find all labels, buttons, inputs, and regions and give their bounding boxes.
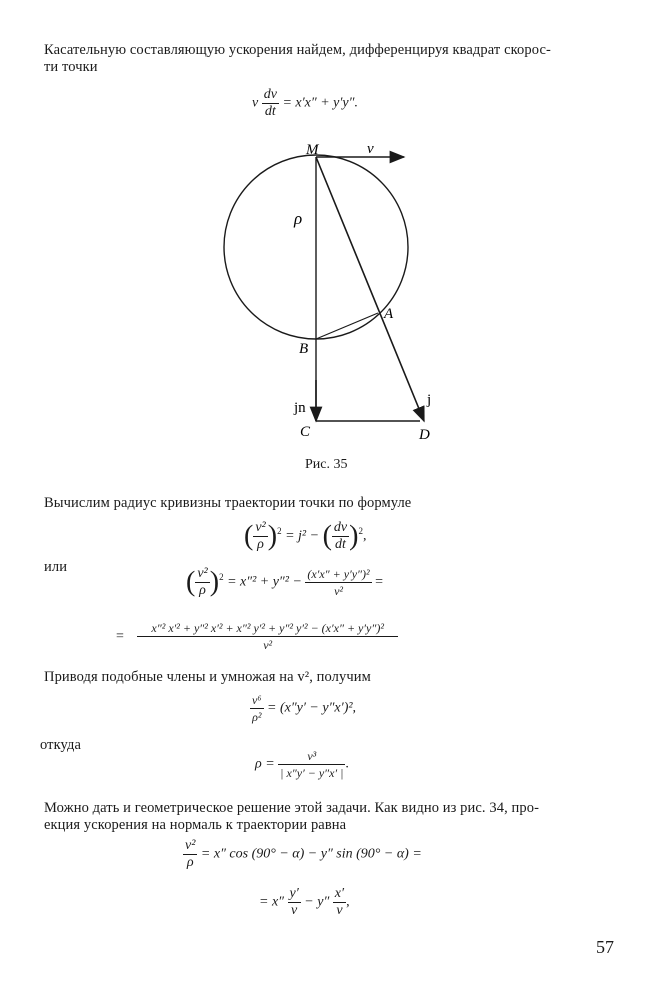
eq7-rhs: = x″ cos (90° − α) − y″ sin (90° − α) = (200, 846, 422, 862)
eq2-paren-close-2: ) (349, 520, 359, 552)
page-number: 57 (596, 937, 614, 957)
eq2-fraction (253, 520, 267, 553)
eq7-fraction (183, 838, 197, 871)
eq6-tail: . (345, 756, 349, 772)
eq4-fraction (137, 620, 398, 653)
eq3-paren-open: ( (186, 566, 196, 598)
equation-5 (250, 692, 356, 725)
equation-7 (183, 838, 422, 871)
eq2-num: v² (255, 520, 266, 535)
eq1-num: dv (263, 87, 277, 102)
label-v: v (367, 141, 374, 157)
eq3-fraction (195, 566, 209, 599)
paragraph-4-line-2: екция ускорения на нормаль к траектории равна (44, 817, 347, 833)
eq2-num2: dv (333, 520, 348, 535)
eq8-den1: v (291, 903, 298, 918)
eq8-num2: x′ (334, 886, 345, 901)
eq4-num: x″² x′² + y″² x′² + x″² y′² + y″² y′² − (x′x″ + y′y″)² (137, 620, 398, 637)
word-ili: или (44, 559, 68, 575)
equation-4 (116, 620, 398, 653)
eq8-num1: y′ (289, 886, 299, 901)
figure-35 (0, 0, 665, 480)
equation-6 (255, 748, 349, 781)
eq2-exp: 2 (277, 526, 282, 537)
label-D: D (419, 427, 430, 443)
eq2-den: ρ (257, 537, 264, 552)
eq2-exp-2: 2 (358, 526, 363, 537)
equation-3 (186, 566, 383, 599)
eq8-fraction-2 (333, 886, 346, 919)
label-j: j (427, 392, 432, 408)
eq3-den2: v² (334, 584, 343, 598)
eq7-num: v² (185, 838, 196, 853)
equation-8 (259, 886, 350, 919)
figure-caption: Рис. 35 (305, 457, 348, 472)
eq6-den: | x″y′ − y″x′ | (280, 766, 344, 780)
word-otkuda: откуда (40, 737, 81, 753)
paragraph-3: Приводя подобные члены и умножая на v², получим (44, 669, 371, 685)
eq3-num2: (x′x″ + y′y″)² (307, 567, 370, 581)
label-M: M (306, 142, 319, 158)
label-B: B (299, 341, 309, 357)
eq8-fraction-1 (288, 886, 301, 919)
eq6-lhs: ρ = (255, 756, 275, 772)
eq3-paren-close: ) (209, 566, 220, 598)
paragraph-2: Вычислим радиус кривизны траектории точки по формуле (44, 495, 412, 511)
eq2-den2: dt (335, 537, 346, 552)
label-C: C (300, 424, 311, 440)
chord-b-a (316, 313, 378, 339)
eq2-fraction-2 (332, 520, 349, 553)
eq3-rhs: = x″² + y″² − (227, 574, 302, 590)
label-jn: jn (294, 400, 306, 416)
eq1-rhs: = x′x″ + y′y″. (282, 95, 358, 111)
acceleration-vector-j (316, 157, 424, 421)
eq8-tail: , (346, 894, 350, 910)
paragraph-4-line-1: Можно дать и геометрическое решение этой задачи. Как видно из рис. 34, про- (44, 800, 540, 816)
eq3-exp: 2 (219, 572, 224, 583)
eq2-rhs: = j² − (285, 528, 320, 544)
label-rho: ρ (294, 209, 303, 228)
eq5-num: v⁶ (252, 693, 262, 707)
eq4-lead: = (116, 628, 124, 644)
equation-2 (244, 520, 366, 553)
eq3-tail: = (375, 574, 384, 590)
eq2-paren-close: ) (267, 520, 278, 552)
eq3-den: ρ (199, 583, 206, 598)
eq2-tail: , (362, 528, 367, 544)
eq5-rhs: = (x″y′ − y″x′)², (267, 700, 357, 716)
eq3-num: v² (197, 566, 208, 581)
eq5-fraction (250, 692, 264, 725)
eq2-paren-open-2: ( (322, 520, 332, 552)
intro-line-1: Касательную составляющую ускорения найдем, дифференцируя квадрат скорос- (44, 42, 551, 58)
eq4-den: v² (263, 638, 273, 652)
eq8-den2: v (336, 903, 343, 918)
eq6-num: v³ (278, 748, 345, 765)
intro-line-2: ти точки (44, 59, 98, 75)
eq8-mid: − y″ (304, 894, 330, 910)
eq5-den: ρ² (252, 710, 262, 724)
eq7-den: ρ (186, 855, 194, 870)
eq1-v: v (252, 95, 259, 111)
eq3-fraction-2 (305, 566, 371, 599)
eq6-fraction (278, 748, 345, 781)
eq1-den: dt (264, 104, 276, 119)
eq2-paren-open: ( (244, 520, 254, 552)
label-A: A (384, 306, 394, 322)
eq8-lead: = x″ (259, 894, 284, 910)
